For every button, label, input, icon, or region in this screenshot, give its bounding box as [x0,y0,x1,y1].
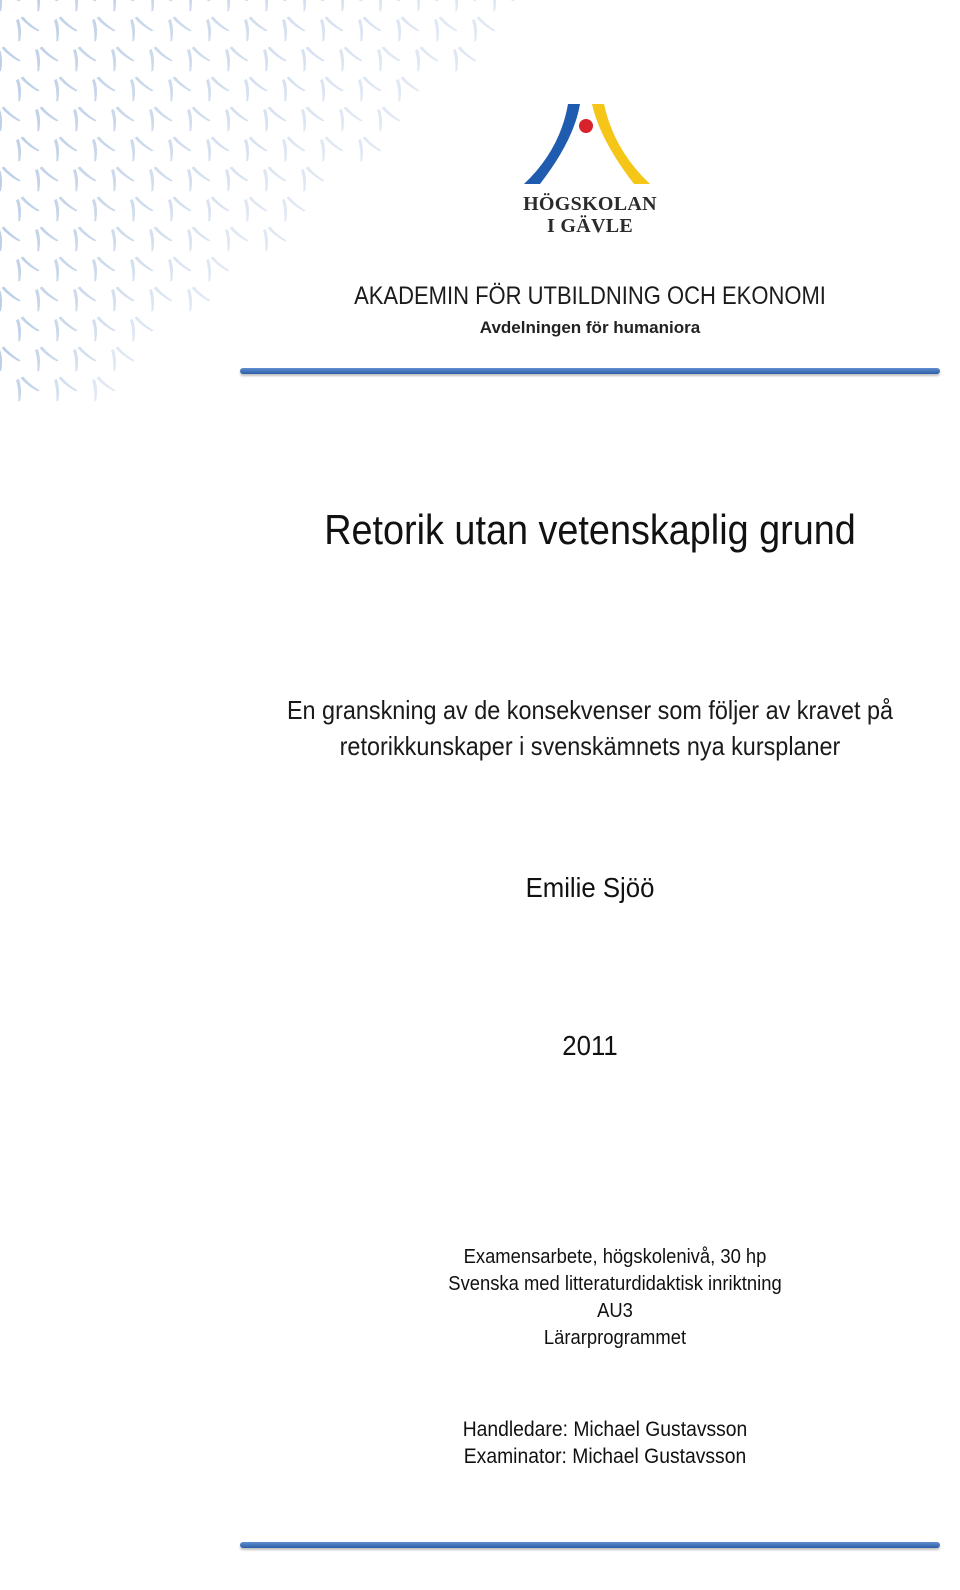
pattern-mark [142,0,173,12]
supervisor-line: Handledare: Michael Gustavsson [462,1418,748,1441]
pattern-mark [199,73,230,102]
pattern-mark [446,0,477,12]
pattern-mark [28,0,59,12]
pattern-mark [237,73,268,102]
details-line: AU3 [597,1300,633,1322]
pattern-mark [218,43,249,72]
pattern-mark [180,163,211,192]
pattern-mark [85,13,116,42]
pattern-mark [484,0,515,12]
pattern-mark [0,283,21,312]
logo-name-line2: I GÄVLE [546,215,633,237]
pattern-mark [161,193,192,222]
pattern-mark [199,253,230,282]
pattern-mark [370,0,401,12]
pattern-mark [47,193,78,222]
thesis-title: Retorik utan vetenskaplig grund [324,506,856,553]
pattern-mark [408,43,439,72]
pattern-mark [85,133,116,162]
examiner-line: Examinator: Michael Gustavsson [463,1445,747,1468]
logo-name-line1: HÖGSKOLAN [523,193,657,215]
pattern-mark [313,133,344,162]
publication-year: 2011 [562,1030,618,1061]
pattern-mark [275,193,306,222]
author-name: Emilie Sjöö [525,872,655,903]
pattern-mark [237,13,268,42]
pattern-mark [370,103,401,132]
pattern-mark [28,163,59,192]
pattern-mark [0,103,21,132]
pattern-mark [351,133,382,162]
pattern-mark [66,223,97,252]
pattern-mark [256,163,287,192]
department-name: Avdelningen för humaniora [479,318,701,337]
pattern-mark [66,343,97,372]
pattern-mark [161,73,192,102]
pattern-mark [85,253,116,282]
pattern-mark [104,343,135,372]
pattern-mark [85,73,116,102]
pattern-mark [256,0,287,12]
details-line: Svenska med litteraturdidaktisk inriktning [448,1273,782,1295]
pattern-mark [9,73,40,102]
pattern-mark [218,163,249,192]
pattern-mark [85,193,116,222]
pattern-mark [294,0,325,12]
academy-name: AKADEMIN FÖR UTBILDNING OCH EKONOMI [354,282,826,310]
pattern-mark [28,283,59,312]
pattern-mark [47,13,78,42]
top-divider [240,368,940,374]
bottom-divider [240,1542,940,1548]
pattern-mark [66,0,97,12]
pattern-mark [275,73,306,102]
subtitle-line: En granskning av de konsekvenser som följer av kravet på [286,695,894,725]
pattern-mark [0,43,21,72]
pattern-mark [161,253,192,282]
pattern-mark [123,193,154,222]
pattern-mark [123,253,154,282]
pattern-mark [0,343,21,372]
pattern-mark [256,103,287,132]
pattern-mark [66,163,97,192]
pattern-mark [199,133,230,162]
pattern-mark [351,13,382,42]
pattern-mark [9,133,40,162]
pattern-mark [218,0,249,12]
pattern-mark [370,43,401,72]
pattern-mark [199,193,230,222]
pattern-mark [332,43,363,72]
pattern-mark [161,13,192,42]
pattern-mark [85,373,116,402]
pattern-mark [9,193,40,222]
university-logo [510,100,670,237]
pattern-mark [275,13,306,42]
thesis-subtitle [275,692,905,764]
pattern-mark [47,133,78,162]
pattern-mark [142,223,173,252]
pattern-mark [0,163,21,192]
pattern-mark [294,43,325,72]
pattern-mark [47,253,78,282]
pattern-mark [294,163,325,192]
pattern-mark [104,163,135,192]
pattern-mark [199,13,230,42]
pattern-mark [218,103,249,132]
pattern-mark [389,13,420,42]
pattern-mark [66,103,97,132]
pattern-mark [104,43,135,72]
pattern-mark [104,103,135,132]
pattern-mark [28,343,59,372]
pattern-mark [313,73,344,102]
pattern-mark [142,43,173,72]
supervision-info [269,1416,941,1470]
pattern-mark [427,13,458,42]
pattern-mark [313,13,344,42]
pattern-mark [66,43,97,72]
pattern-mark [47,73,78,102]
pattern-mark [294,103,325,132]
pattern-mark [47,313,78,342]
pattern-mark [9,373,40,402]
pattern-mark [142,103,173,132]
pattern-mark [104,283,135,312]
pattern-mark [180,223,211,252]
university-emblem-icon [510,100,670,188]
pattern-mark [47,373,78,402]
decorative-logo-pattern [0,0,960,460]
pattern-mark [123,313,154,342]
pattern-mark [28,103,59,132]
pattern-mark [28,43,59,72]
pattern-mark [256,43,287,72]
pattern-mark [28,223,59,252]
pattern-mark [104,223,135,252]
pattern-mark [218,223,249,252]
pattern-mark [9,13,40,42]
pattern-mark [123,13,154,42]
pattern-mark [332,103,363,132]
details-line: Lärarprogrammet [543,1327,687,1349]
pattern-mark [123,133,154,162]
pattern-mark [465,13,496,42]
pattern-mark [389,73,420,102]
thesis-details [270,1244,960,1352]
pattern-mark [9,253,40,282]
pattern-mark [180,283,211,312]
pattern-mark [142,163,173,192]
pattern-mark [275,133,306,162]
pattern-mark [9,313,40,342]
pattern-mark [446,43,477,72]
pattern-mark [0,223,21,252]
subtitle-line: retorikkunskaper i svenskämnets nya kursplaner [339,731,841,761]
pattern-mark [237,133,268,162]
pattern-mark [351,73,382,102]
pattern-mark [0,0,21,12]
pattern-mark [85,313,116,342]
pattern-mark [180,103,211,132]
pattern-mark [142,283,173,312]
pattern-mark [161,133,192,162]
pattern-mark [237,193,268,222]
pattern-mark [180,43,211,72]
pattern-mark [332,0,363,12]
pattern-mark [180,0,211,12]
pattern-mark [256,223,287,252]
pattern-mark [408,0,439,12]
pattern-mark [66,283,97,312]
pattern-mark [123,73,154,102]
pattern-mark [104,0,135,12]
details-line: Examensarbete, högskolenivå, 30 hp [463,1246,767,1268]
